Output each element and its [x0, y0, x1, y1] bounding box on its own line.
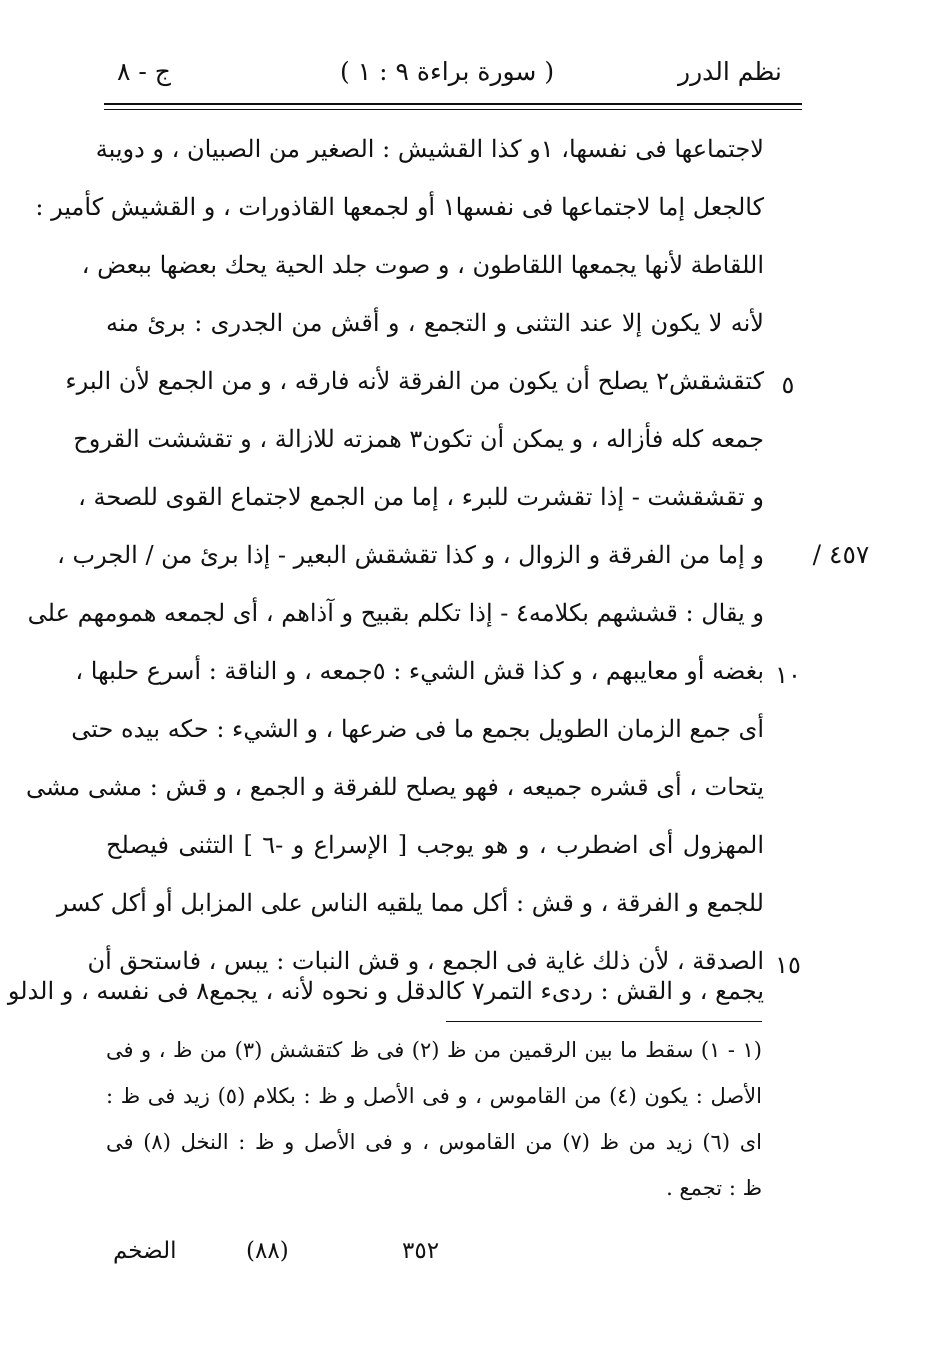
body-line: اللقاطة لأنها يجمعها اللقاطون ، و صوت جلد الحية يحك بعضها ببعض ،: [81, 251, 764, 279]
footnote-separator: [446, 1021, 762, 1022]
footer-label: الضخم: [113, 1238, 177, 1264]
body-line: يجمع ، و القش : ردىء التمر٧ كالدقل و نحوه لأنه ، يجمع٨ فى نفسه ، و الدلو: [7, 977, 764, 1005]
margin-page-reference: ٤٥٧ /: [812, 540, 870, 569]
footnote-line: (١ - ١) سقط ما بين الرقمين من ظ (٢) فى ظ كتقشش (٣) من ظ ، و فى: [106, 1038, 762, 1062]
body-line: أى جمع الزمان الطويل بجمع ما فى ضرعها ، و الشيء : حكه بيده حتى: [71, 715, 764, 743]
body-line: المهزول أى اضطرب ، و هو يوجب [ الإسراع و -٦ ] التثنى فيصلح: [106, 831, 764, 859]
body-line: كالجعل إما لاجتماعها فى نفسها١ أو لجمعها القاذورات ، و القشيش كأمير :: [35, 193, 764, 221]
header-rule-bottom: [104, 109, 802, 110]
line-number: ١٥: [775, 951, 801, 979]
volume-number: ج - ٨: [117, 57, 171, 86]
body-line: و إما من الفرقة و الزوال ، و كذا تقشقش البعير - إذا برئ من / الجرب ،: [57, 541, 764, 569]
line-number: ٥: [781, 371, 795, 399]
body-line: بغضه أو معايبهم ، و كذا قش الشيء : ٥جمعه ، و الناقة : أسرع حلبها ،: [75, 657, 764, 685]
surah-reference: ( سورة براءة ٩ : ١ ): [340, 57, 555, 86]
body-line: لأنه لا يكون إلا عند التثنى و التجمع ، و أقش من الجدرى : برئ منه: [106, 309, 764, 337]
book-title: نظم الدرر: [678, 57, 782, 86]
page-number: ٣٥٢: [402, 1238, 440, 1264]
line-number: ١٠: [775, 661, 801, 689]
header-rule-top: [104, 103, 802, 105]
footer-code: (٨٨): [246, 1238, 289, 1264]
body-line: و تقشقشت - إذا تقشرت للبرء ، إما من الجمع لاجتماع القوى للصحة ،: [78, 483, 764, 511]
body-line: للجمع و الفرقة ، و قش : أكل مما يلقيه الناس على المزابل أو أكل كسر: [56, 889, 764, 917]
body-line: الصدقة ، لأن ذلك غاية فى الجمع ، و قش النبات : يبس ، فاستحق أن: [87, 947, 764, 975]
body-line: جمعه كله فأزاله ، و يمكن أن تكون٣ همزته للازالة ، و تقششت القروح: [73, 425, 764, 453]
body-line: و يقال : قششهم بكلامه٤ - إذا تكلم بقبيح و آذاهم ، أى لجمعه همومهم على: [27, 599, 764, 627]
footnote-line: ظ : تجمع .: [666, 1176, 762, 1200]
body-line: يتحات ، أى قشره جميعه ، فهو يصلح للفرقة و الجمع ، و قش : مشى مشى: [25, 773, 764, 801]
body-line: لاجتماعها فى نفسها، ١و كذا القشيش : الصغير من الصبيان ، و دويبة: [95, 135, 764, 163]
body-line: كتقشقش٢ يصلح أن يكون من الفرقة لأنه فارقه ، و من الجمع لأن البرء: [65, 367, 764, 395]
footnote-line: الأصل : يكون (٤) من القاموس ، و فى الأصل و ظ : بكلام (٥) زيد فى ظ :: [106, 1084, 762, 1108]
footnote-line: اى (٦) زيد من ظ (٧) من القاموس ، و فى الأصل و ظ : النخل (٨) فى: [106, 1130, 762, 1154]
